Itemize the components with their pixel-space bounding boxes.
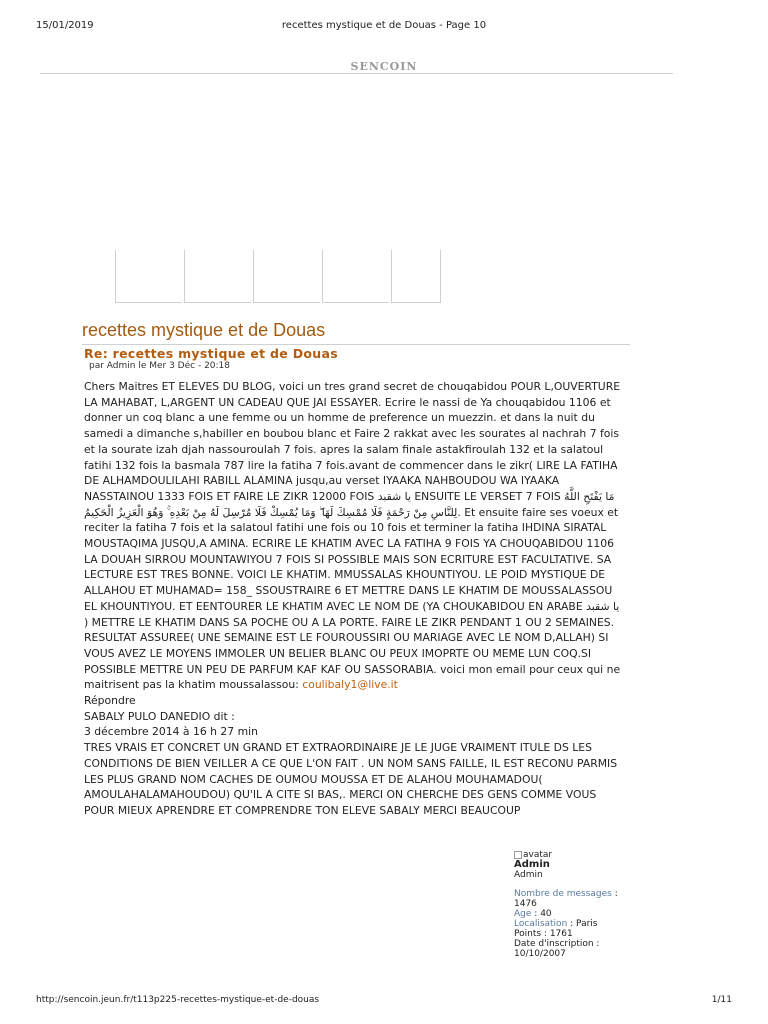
reply-link[interactable]: Répondre (84, 694, 136, 708)
quote-text: TRES VRAIS ET CONCRET UN GRAND ET EXTRAORDINAIRE JE LE JUGE VRAIMENT ITULE DS LES CONDITIONS DE BIEN VEILLER A CE QUE L'ON FAIT . UN NOM SANS FAILLE, IL EST RECONU PARMIS LES PLUS GRAND NOM CACHES DE OUMOU MOUSSA ET DE ALAHOU MOUHAMADOU( AMOULAHALAMAHOUDOU) QU'IL A CITE SI BAS,. MERCI ON CHERCHE DES GENS COMME VOUS POUR MIEUX APRENDRE ET COMPRENDRE TON ELEVE SABALY MERCI BEAUCOUP (84, 741, 618, 817)
avatar-alt-text: avatar (523, 850, 553, 860)
post-title[interactable]: Re: recettes mystique et de Douas (84, 346, 338, 361)
post-text: Chers Maitres ET ELEVES DU BLOG, voici un tres grand secret de chouqabidou POUR L,OUVERTURE LA MAHABAT, L,ARGENT UN CADEAU QUE JAI ESSAYER. Ecrire le nassi de Ya chouqabidou 1106 et donner un coq blanc a une femme ou un homme de preference un muezzin. et dans la nuit du samedi a dimanche s,habiller en boubou blanc et Faire 2 rakkat avec les sourates al nachrah 7 fois et la sourate izah djah nassouroulah 7 fois. apres la salam finale astakfiroulah 132 et la salatoul fatihi 132 fois la basmala 787 lire la fatiha 7 fois.avant de commencer dans le zikr( LIRE LA FATIHA DE ALHAMDOULILAHI RABILL ALAMINA jusqu,au verset IYAAKA NAHBOUDOU WA IYAAKA NASSTAINOU 1333 FOIS ET FAIRE LE ZIKR 12000 FOIS يا شقبد ENSUITE LE VERSET 7 FOIS مَا يَفْتَحِ اللَّهُ لِلنَّاسِ مِنْ رَحْمَةٍ فَلَا مُمْسِكَ لَهَا ۖ وَمَا يُمْسِكْ فَلَا مُرْسِلَ لَهُ مِنْ بَعْدِهِ ۚ وَهُوَ الْعَزِيزُ الْحَكِيمُ. Et ensuite faire ses voeux et reciter la fatiha 7 fois et la salatoul fatihi une fois ou 10 fois et terminer la fatiha IHDINA SIRATAL MOUSTAQIMA JUSQU,A AMINA. ECRIRE LE KHATIM AVEC LA FATIHA 9 FOIS YA CHOUQABIDOU 1106 LA DOUAH SIRROU MOUNTAWIYOU 7 FOIS SI POSSIBLE MAIS SON ECRITURE EST FACULTATIVE. SA LECTURE EST TRES BONNE. VOICI LE KHATIM. MMUSSALAS KHOUNTIYOU. LE POID MYSTIQUE DE ALLAHOU ET MUHAMAD= 158_ SSOUSTRAIRE 6 ET METTRE DANS LE KHATIM DE MOUSSALASSOU EL KHOUNTIYOU. ET EENTOURER LE KHATIM AVEC LE NOM DE (YA CHOUKABIDOU EN ARABE يا شقبد ) METTRE LE KHATIM DANS SA POCHE OU A LA PORTE. FAIRE LE ZIKR PENDANT 1 OU 2 SEMAINES. RESULTAT ASSUREE( UNE SEMAINE EST LE FOUROUSSIRI OU MARIAGE AVEC LE NOM D,ALLAH) SI VOUS AVEZ LE MOYENS IMMOLER UN BELIER BLANC OU PEUX IMOPRTE OU MEME LUN COQ.SI POSSIBLE METTRE UN PEU DE PARFUM KAF KAF OU SASSORABIA. voici mon email pour ceux qui ne maitrisent pas la khatim moussalassou: (84, 380, 621, 692)
post-meta: par Admin le Mer 3 Déc - 20:18 (89, 361, 231, 371)
points-value: 1761 (549, 929, 573, 939)
age-value: 40 (540, 909, 552, 919)
nav-item[interactable] (322, 250, 389, 303)
points-row: Points : 1761 (514, 929, 573, 939)
location-value: Paris (576, 919, 598, 929)
title-divider (82, 344, 630, 345)
nav-item[interactable] (184, 250, 251, 303)
author-rank: Admin (514, 870, 543, 880)
signup-value: 10/10/2007 (514, 949, 566, 959)
print-url: http://sencoin.jeun.fr/t113p225-recettes-mystique-et-de-douas (36, 995, 320, 1005)
messages-count: Nombre de messages : (514, 889, 618, 899)
header-divider (40, 73, 673, 74)
author-profile (514, 850, 624, 959)
location-row: Localisation : Paris (514, 919, 598, 929)
post-content (84, 379, 624, 693)
topic-title[interactable]: recettes mystique et de Douas (82, 320, 326, 340)
site-logo[interactable]: SENCOIN (350, 60, 418, 73)
quote-date: 3 décembre 2014 à 16 h 27 min (84, 725, 258, 739)
author-username[interactable]: Admin (514, 859, 550, 870)
age-row: Age : 40 (514, 909, 552, 919)
signup-row: Date d'inscription : (514, 939, 600, 949)
messages-label: Nombre de messages (514, 889, 612, 899)
age-label: Age (514, 909, 532, 919)
print-date: 15/01/2019 (36, 20, 94, 31)
points-label: Points (514, 929, 542, 939)
nav-item[interactable] (253, 250, 320, 303)
post-body (84, 379, 624, 819)
nav-bar (115, 250, 443, 302)
quote-author: SABALY PULO DANEDIO dit : (84, 709, 235, 723)
email-link[interactable]: coulibaly1@live.it (302, 678, 398, 692)
location-label: Localisation (514, 919, 568, 929)
nav-item[interactable] (115, 250, 182, 303)
signup-label: Date d'inscription (514, 939, 594, 949)
nav-item[interactable] (391, 250, 441, 303)
print-page-title: recettes mystique et de Douas - Page 10 (281, 20, 487, 31)
broken-image-icon (514, 851, 522, 859)
print-page-number: 1/11 (711, 995, 732, 1005)
messages-value: 1476 (514, 899, 537, 909)
